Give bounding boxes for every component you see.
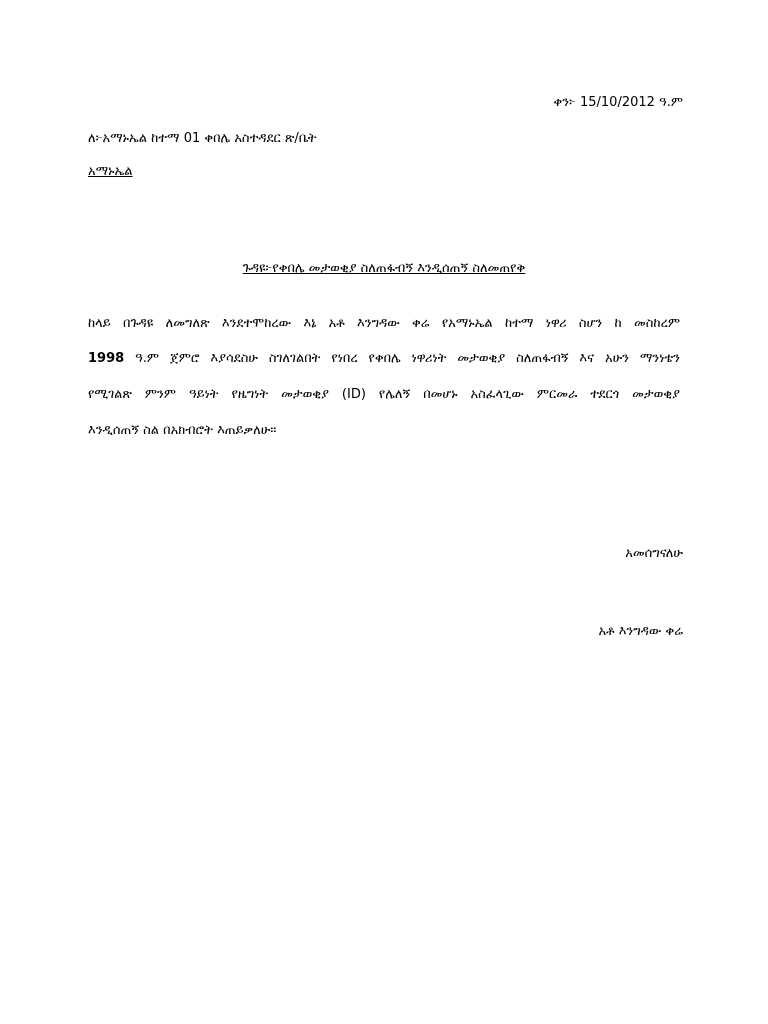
letter-subject: ጉዳዩ፦የቀበሌ መታወቂያ ስለጠፋብኝ እንዲሰጠኝ ስለመጠየቅ [242, 261, 526, 276]
body-line-2-text: ዓ.ም ጀምሮ እያሳደስሁ ስገለገልበት የነበረ የቀበሌ ነዋሪነት መታወቂያ ስለጠፋብኝ እና አሁን ማንነቴን [124, 351, 680, 366]
body-line-3: የሚገልጽ ምንም ዓይነት የዜግነት መታወቂያ (ID) የሌለኝ በመሆኑ አስፈላጊው ምርመራ ተደርጎ መታወቂያ [88, 387, 680, 402]
letter-signature: አቶ እንግዳው ቀሬ [598, 624, 683, 639]
body-year: 1998 [88, 351, 125, 366]
recipient-city: አማኑኤል [88, 164, 133, 179]
body-line-2 [88, 351, 680, 367]
letter-closing: አመሰግናለሁ [625, 546, 683, 561]
letter-date: ቀን፦ 15/10/2012 ዓ.ም [553, 95, 683, 110]
letter-recipient: ለ፦አማኑኤል ከተማ 01 ቀበሌ አስተዳደር ጽ/ቤት [88, 131, 317, 146]
body-line-1: ከላይ በጉዳዩ ለመግለጽ እንደተሞከረው እኔ አቶ እንግዳው ቀሬ የአማኑኤል ከተማ ነዋሪ ስሆን ከ መስከረም [88, 316, 680, 331]
body-line-4: እንዲሰጠኝ ስል በአክብሮት እጠይቃለሁ። [88, 423, 277, 438]
